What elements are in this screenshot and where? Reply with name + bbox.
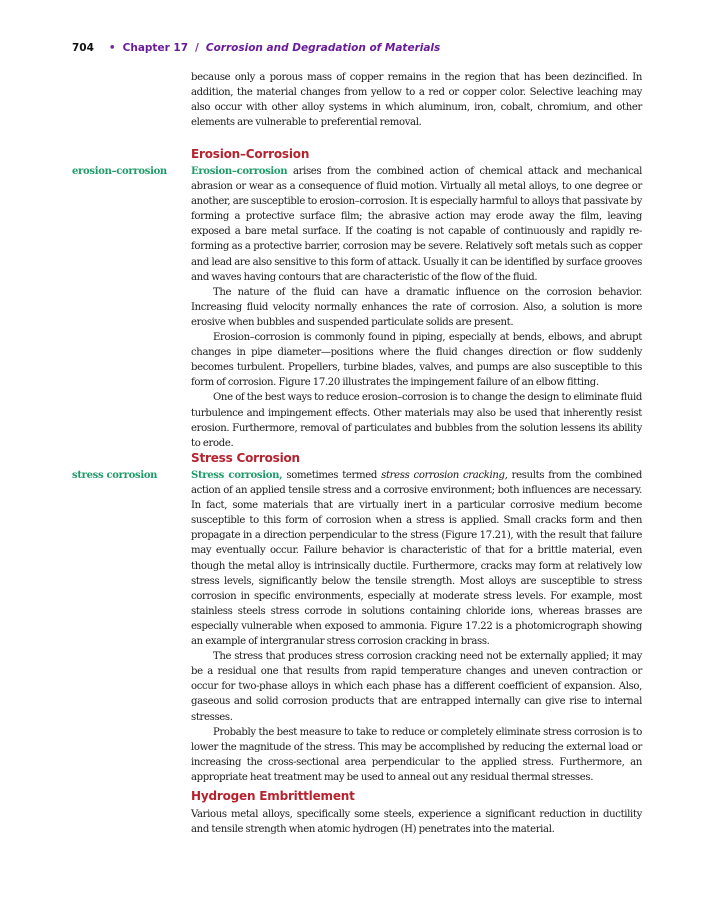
stress-key-term: Stress corrosion, xyxy=(191,470,283,481)
stress-paragraph-1-b: results from the combined action of an applied tensile stress and a corrosive environment; both influences are necessary. In fact, some materials that are virtually inert in a particular corrosive medium become susceptible to this form of corrosion when a stress is applied. Small cracks form and then propagate in a direction perpendicular to the stress (Figure 17.21), with the result that failure may eventually occur. Failure behavior is characteristic of that for a brittle material, even though the metal alloy is intrinsically ductile. Furthermore, cracks may form at relatively low stress levels, significantly below the tensile strength. Most alloys are susceptible to stress corrosion in specific environments, especially at moderate stress levels. For example, most stainless steels stress corrode in solutions containing chloride ions, whereas brasses are especially vulnerable when exposed to ammonia. Figure 17.22 is a photomicrograph showing an example of intergranular stress corrosion cracking in brass. xyxy=(191,470,642,648)
erosion-paragraph-4: One of the best ways to reduce erosion–corrosion is to change the design to eliminate fluid turbulence and impingement effects. Other materials may also be used that inherently resist erosion. Furthermore, removal of particulates and bubbles from the solution lessens its ability to erode. xyxy=(191,392,642,449)
hydrogen-embrittlement-section xyxy=(191,807,642,837)
chapter-label: Chapter 17 xyxy=(122,42,189,54)
chapter-title: Corrosion and Degradation of Materials xyxy=(205,42,441,54)
hydrogen-embrittlement-heading: Hydrogen Embrittlement xyxy=(191,789,355,803)
running-head xyxy=(72,42,440,54)
erosion-paragraph-3: Erosion–corrosion is commonly found in piping, especially at bends, elbows, and abrupt changes in pipe diameter—positions where the fluid changes direction or flow suddenly becomes turbulent. Propellers, turbine blades, valves, and pumps are also susceptible to this form of corrosion. Figure 17.20 illustrates the impingement failure of an elbow fitting. xyxy=(191,332,642,389)
header-bullet: • xyxy=(108,42,116,54)
erosion-paragraph-1-text: arises from the combined action of chemical attack and mechanical abrasion or wear as a consequence of fluid motion. Virtually all metal alloys, to one degree or another, are susceptible to erosion–corrosion. It is especially harmful to alloys that passivate by forming a protective surface film; the abrasive action may erode away the film, leaving exposed a bare metal surface. If the coating is not capable of continuously and rapidly re-forming as a protective barrier, corrosion may be severe. Relatively soft metals such as copper and lead are also sensitive to this form of attack. Usually it can be identified by surface grooves and waves having contours that are characteristic of the flow of the fluid. xyxy=(191,166,642,283)
stress-italic-term: stress corrosion cracking, xyxy=(381,470,508,481)
erosion-key-term: Erosion–corrosion xyxy=(191,166,288,177)
intro-section xyxy=(191,70,642,130)
stress-paragraph-3: Probably the best measure to take to reduce or completely eliminate stress corrosion is to lower the magnitude of the stress. This may be accomplished by reducing the external load or increasing the cross-sectional area perpendicular to the applied stress. Furthermore, an appropriate heat treatment may be used to anneal out any residual thermal stresses. xyxy=(191,726,642,783)
stress-paragraph-1-a: sometimes termed xyxy=(282,470,382,481)
erosion-corrosion-heading: Erosion–Corrosion xyxy=(191,147,310,161)
erosion-paragraph-1 xyxy=(191,164,642,285)
erosion-corrosion-margin-term: erosion–corrosion xyxy=(72,166,167,177)
stress-corrosion-margin-term: stress corrosion xyxy=(72,470,158,481)
stress-corrosion-heading: Stress Corrosion xyxy=(191,451,300,465)
stress-paragraph-2: The stress that produces stress corrosion cracking need not be externally applied; it may be a residual one that results from rapid temperature changes and uneven contraction or occur for two-phase alloys in which each phase has a different coefficient of expansion. Also, gaseous and solid corrosion products that are entrapped internally can give rise to internal stresses. xyxy=(191,651,642,723)
erosion-corrosion-section xyxy=(191,164,642,451)
header-separator: / xyxy=(195,42,199,54)
hydrogen-paragraph-1: Various metal alloys, specifically some steels, experience a significant reduction in ductility and tensile strength when atomic hydrogen (H) penetrates into the material. xyxy=(191,809,642,836)
page-number: 704 xyxy=(72,42,94,54)
stress-paragraph-1 xyxy=(191,468,642,649)
intro-paragraph: because only a porous mass of copper remains in the region that has been dezincified. In addition, the material changes from yellow to a red or copper color. Selective leaching may also occur with other alloy systems in which aluminum, iron, cobalt, chromium, and other elements are vulnerable to preferential removal. xyxy=(191,72,642,129)
erosion-paragraph-2: The nature of the fluid can have a dramatic influence on the corrosion behavior. Increasing fluid velocity normally enhances the rate of corrosion. Also, a solution is more erosive when bubbles and suspended particulate solids are present. xyxy=(191,286,642,328)
stress-corrosion-section xyxy=(191,468,642,785)
